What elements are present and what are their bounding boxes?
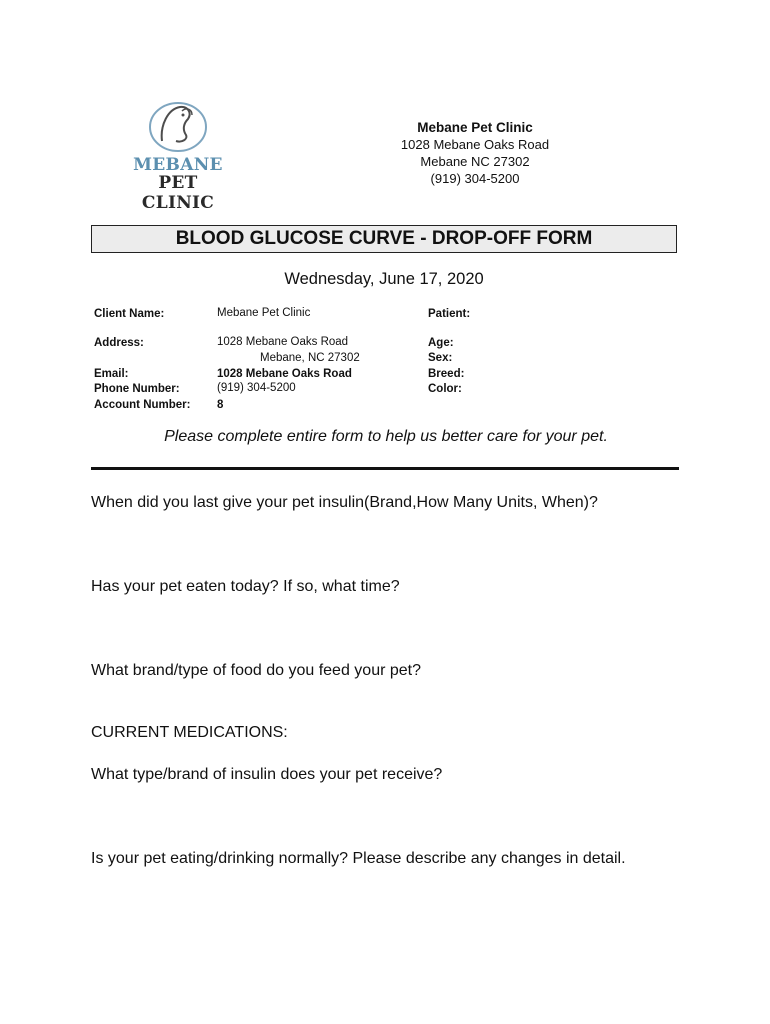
pet-silhouette-icon (122, 95, 234, 155)
address-label: Address: (94, 337, 144, 349)
logo-word-2: PET CLINIC (141, 173, 215, 213)
account-value: 8 (217, 399, 224, 411)
question-last-insulin: When did you last give your pet insulin(Brand,How Many Units, When)? (91, 494, 598, 511)
divider-rule (91, 467, 679, 470)
form-title: BLOOD GLUCOSE CURVE - DROP-OFF FORM (175, 228, 593, 249)
address-line1: 1028 Mebane Oaks Road (217, 336, 349, 348)
color-label: Color: (428, 383, 462, 395)
form-date: Wednesday, June 17, 2020 (284, 270, 484, 288)
form-title-box (91, 225, 677, 253)
sex-label: Sex: (428, 352, 453, 364)
client-name-value: Mebane Pet Clinic (217, 307, 311, 319)
phone-value: (919) 304-5200 (217, 382, 296, 394)
logo-word-1: MEBANE (133, 155, 223, 175)
clinic-address-block (380, 119, 570, 187)
phone-label: Phone Number: (94, 383, 180, 395)
breed-label: Breed: (428, 368, 465, 380)
instruction-text: Please complete entire form to help us better care for your pet. (164, 428, 608, 445)
account-label: Account Number: (94, 399, 191, 411)
email-label: Email: (94, 368, 129, 380)
clinic-name: Mebane Pet Clinic (417, 120, 533, 135)
current-medications-heading: CURRENT MEDICATIONS: (91, 724, 288, 741)
clinic-street: 1028 Mebane Oaks Road (400, 137, 550, 152)
age-label: Age: (428, 337, 454, 349)
question-food-brand: What brand/type of food do you feed your pet? (91, 662, 421, 679)
clinic-city: Mebane NC 27302 (420, 154, 530, 169)
question-insulin-type: What type/brand of insulin does your pet receive? (91, 766, 443, 783)
question-eating-drinking: Is your pet eating/drinking normally? Please describe any changes in detail. (91, 850, 626, 867)
clinic-logo (122, 95, 234, 213)
address-line2: Mebane, NC 27302 (260, 352, 360, 364)
question-eaten-today: Has your pet eaten today? If so, what time? (91, 578, 400, 595)
email-value: 1028 Mebane Oaks Road (217, 368, 352, 380)
patient-label: Patient: (428, 308, 471, 320)
clinic-phone: (919) 304-5200 (430, 171, 520, 186)
client-name-label: Client Name: (94, 308, 165, 320)
